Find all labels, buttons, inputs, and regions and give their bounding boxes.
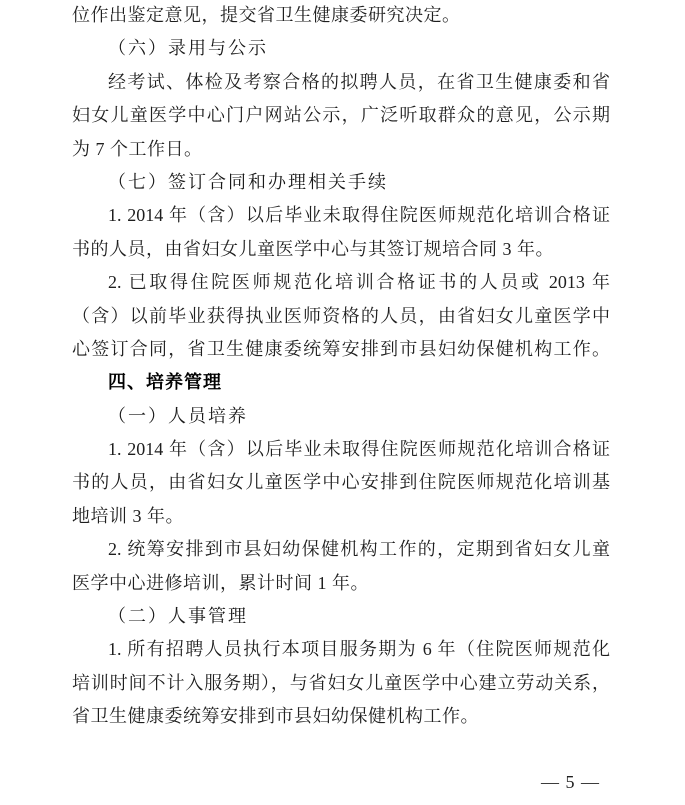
text-line: （含）以前毕业获得执业医师资格的人员，由省妇女儿童医学中 xyxy=(72,305,610,326)
text-line: 经考试、体检及考察合格的拟聘人员，在省卫生健康委和省 xyxy=(108,71,610,92)
text-line: 省卫生健康委统筹安排到市县妇幼保健机构工作。 xyxy=(72,706,479,727)
section-heading: （二）人事管理 xyxy=(108,606,248,627)
text-line: 妇女儿童医学中心门户网站公示，广泛听取群众的意见，公示期 xyxy=(72,105,610,126)
text-line: 1. 所有招聘人员执行本项目服务期为 6 年（住院医师规范化 xyxy=(108,639,610,660)
text-line: 位作出鉴定意见，提交省卫生健康委研究决定。 xyxy=(72,5,461,25)
text-line: 培训时间不计入服务期），与省妇女儿童医学中心建立劳动关系， xyxy=(72,672,610,693)
text-line: 书的人员，由省妇女儿童医学中心与其签订规培合同 3 年。 xyxy=(72,238,554,259)
text-line: 2. 已取得住院医师规范化培训合格证书的人员或 2013 年 xyxy=(108,272,610,293)
page-number: — 5 — xyxy=(541,772,600,792)
text-line: 医学中心进修培训，累计时间 1 年。 xyxy=(72,572,369,593)
chapter-heading: 四、培养管理 xyxy=(108,372,222,393)
document-body xyxy=(72,0,610,734)
section-heading: （七）签订合同和办理相关手续 xyxy=(108,171,388,192)
text-line: 心签订合同，省卫生健康委统筹安排到市县妇幼保健机构工作。 xyxy=(72,338,610,359)
text-line: 2. 统筹安排到市县妇幼保健机构工作的，定期到省妇女儿童 xyxy=(108,539,610,560)
text-line: 地培训 3 年。 xyxy=(72,505,184,526)
section-heading: （六）录用与公示 xyxy=(108,38,268,59)
text-line: 1. 2014 年（含）以后毕业未取得住院医师规范化培训合格证 xyxy=(108,205,610,226)
text-line: 书的人员，由省妇女儿童医学中心安排到住院医师规范化培训基 xyxy=(72,472,610,493)
section-heading: （一）人员培养 xyxy=(108,405,248,426)
text-line: 为 7 个工作日。 xyxy=(72,138,203,159)
text-line: 1. 2014 年（含）以后毕业未取得住院医师规范化培训合格证 xyxy=(108,439,610,460)
